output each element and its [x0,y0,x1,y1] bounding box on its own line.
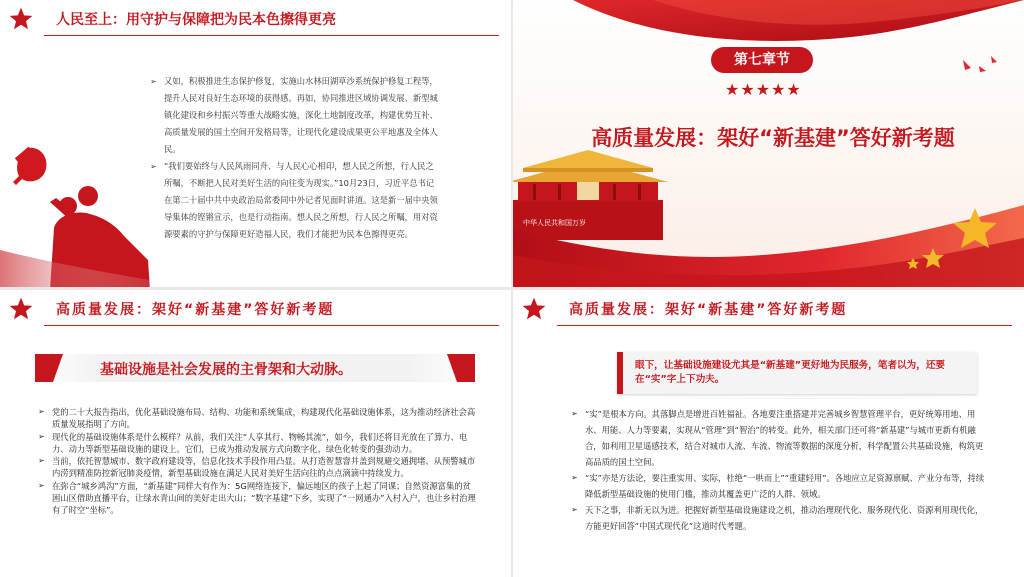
box-shadow [598,398,998,399]
star-icon [521,296,547,322]
slide-header-title: 高质量发展：架好“新基建”答好新考题 [56,302,335,318]
slide-practical-approach [513,290,1024,577]
slide-header-title: 高质量发展：架好“新基建”答好新考题 [569,302,848,318]
slide-chapter-cover [513,0,1024,287]
gate-sign-text: 中华人民共和国万岁 [523,219,586,227]
bullet-paragraph: ➢ 又如，积极推进生态保护修复，实施山水林田湖草沙系统保护修复工程等，提升人民对良好生态环境的获得感。再如，协同推进区域协调发展、新型城镇化建设和乡村振兴等重大战略实施，深化土地制度改革，构建优势互补、高质量发展的国土空间开发格局等，让现代化建设成果更公平地惠及全体人民。 [150,73,440,158]
bullet-paragraph: ➢ 党的二十大报告指出，优化基础设施布局、结构、功能和系统集成，构建现代化基础设施体系，这为推动经济社会高质量发展指明了方向。 [38,406,478,431]
chapter-title: 高质量发展：架好“新基建”答好新考题 [591,126,955,150]
header-divider [44,35,499,36]
quote-box-text: 眼下，让基础设施建设尤其是“新基建”更好地为民服务，笔者以为，还要在“实”字上下功夫。 [635,360,946,385]
body-text [571,406,991,534]
banner-text: 基础设施是社会发展的主骨架和大动脉。 [100,362,352,378]
bullet-paragraph: ➢ 当前，依托智慧城市、数字政府建设等，信息化技术手段作用凸显。从打造智慧窨井盖到规避交通拥堵、从预警城市内涝到精准防控新冠肺炎疫情，新型基础设施在满足人民对美好生活向往的点点滴滴中持续发力。 [38,455,478,480]
body-text [150,73,440,243]
hammer-sickle-icon [13,147,46,185]
party-emblem-silhouette-illustration [0,110,150,287]
bullet-paragraph: ➢ “实”是根本方向。其落脚点是增进百姓福祉。各地要注重搭建并完善城乡智慧管理平台，更好统筹用地、用水、用能、人力等要素，实现从“管理”到“智治”的转变。此外，相关部门还可将“新基建”与城市更新有机融合，如利用卫星遥感技术，结合对城市人流、车流、物流等数据的深度分析，科学配置公共基础设施，构筑更高品质的国土空间。 [571,406,991,470]
header-divider [557,325,1012,326]
rating-stars: ★★★★★ [725,80,802,99]
bullet-paragraph: ➢ “实”亦是方法论，要注重实用、实际，杜绝“一哄而上”“重建轻用”。各地应立足资源禀赋、产业分布等，持续降低新型基础设施的使用门槛，推动其覆盖更广泛的人群、领域。 [571,470,991,502]
bullet-paragraph: ➢ 天下之事，非新无以为进。把握好新型基础设施建设之机，推动治理现代化、服务现代化、资源利用现代化，方能更好回答“中国式现代化”这道时代考题。 [571,502,991,534]
body-text [38,406,478,517]
slide-people-first [0,0,511,287]
quote-box-accent [617,352,623,394]
chapter-badge: 第七章节 [711,47,813,73]
bullet-paragraph: ➢ 在弥合“城乡鸿沟”方面，“新基建”同样大有作为：5G网络连接下，偏远地区的孩子上起了同课；自然资源富集的贫困山区借助直播平台，让绿水青山间的美好走出大山；“数字基建”下乡，实现了“一网通办”入村入户，也让乡村治理有了时空“坐标”。 [38,480,478,517]
bullet-paragraph: ➢ “我们要始终与人民风雨同舟、与人民心心相印，想人民之所想，行人民之所嘱，不断把人民对美好生活的向往变为现实。”10月23日，习近平总书记在第二十届中共中央政治局常委同中外记者见面时讲道。这是新一届中央领导集体的铿锵宣示，也是行动指南。想人民之所想，行人民之所嘱，用对资源要素的守护与保障更好造福人民，我们才能把为民本色擦得更亮。 [150,158,440,243]
slide-infrastructure [0,290,511,577]
star-icon [8,296,34,322]
bullet-paragraph: ➢ 现代化的基础设施体系是什么模样？从前，我们关注“人享其行、物畅其流”，如今，我们还将目光放在了算力、电力、动力等新型基础设施的建设上。它们，已成为推动发展方式向数字化、绿色化转变的强劲动力。 [38,431,478,456]
star-icon [8,6,34,32]
slide-header-title: 人民至上：用守护与保障把为民本色擦得更亮 [56,12,336,28]
header-divider [44,325,499,326]
